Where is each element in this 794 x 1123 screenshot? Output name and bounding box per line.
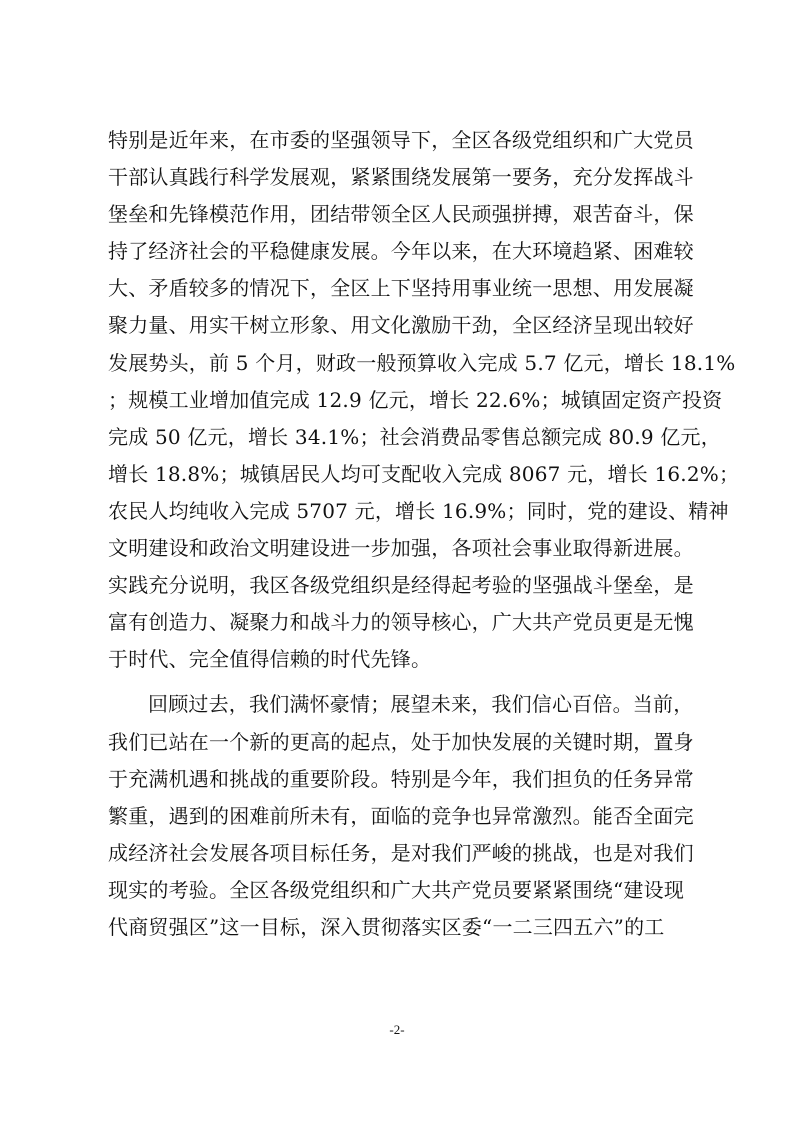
paragraph-spacing bbox=[108, 678, 698, 686]
paragraph-line: 成经济社会发展各项目标任务，是对我们严峻的挑战，也是对我们 bbox=[108, 840, 694, 865]
paragraph-line: 聚力量、用实干树立形象、用文化激励干劲，全区经济呈现出较好 bbox=[108, 313, 694, 338]
paragraph-line: 我们已站在一个新的更高的起点，处于加快发展的关键时期，置身 bbox=[108, 729, 694, 754]
paragraph-line: 代商贸强区”这一目标，深入贯彻落实区委“一二三四五六”的工 bbox=[108, 914, 665, 939]
paragraph-line: 文明建设和政治文明建设进一步加强，各项社会事业取得新进展。 bbox=[108, 536, 694, 561]
page-number: -2- bbox=[389, 1022, 405, 1037]
paragraph-line: 于时代、完全值得信赖的时代先锋。 bbox=[108, 647, 432, 672]
paragraph-line: 持了经济社会的平稳健康发展。今年以来，在大环境趋紧、困难较 bbox=[108, 239, 694, 264]
paragraph-line: 大、矛盾较多的情况下，全区上下坚持用事业统一思想、用发展凝 bbox=[108, 276, 694, 301]
paragraph-1 bbox=[108, 122, 740, 678]
paragraph-line: 现实的考验。全区各级党组织和广大共产党员要紧紧围绕“建设现 bbox=[108, 877, 685, 902]
document-body bbox=[108, 122, 740, 946]
paragraph-line: 特别是近年来，在市委的坚强领导下，全区各级党组织和广大党员 bbox=[108, 128, 694, 152]
paragraph-line: 干部认真践行科学发展观，紧紧围绕发展第一要务，充分发挥战斗 bbox=[108, 165, 694, 190]
paragraph-line: 完成 50 亿元，增长 34.1%；社会消费品零售总额完成 80.9 亿元， bbox=[108, 424, 721, 449]
paragraph-line: 实践充分说明，我区各级党组织是经得起考验的坚强战斗堡垒，是 bbox=[108, 573, 694, 598]
paragraph-line: 发展势头，前 5 个月，财政一般预算收入完成 5.7 亿元，增长 18.1% bbox=[108, 350, 736, 375]
paragraph-line: 增长 18.8%；城镇居民人均可支配收入完成 8067 元，增长 16.2%； bbox=[108, 461, 740, 486]
paragraph-line: ；规模工业增加值完成 12.9 亿元，增长 22.6%；城镇固定资产投资 bbox=[108, 387, 723, 412]
paragraph-line: 于充满机遇和挑战的重要阶段。特别是今年，我们担负的任务异常 bbox=[108, 766, 694, 791]
paragraph-2 bbox=[108, 686, 698, 946]
paragraph-line: 繁重，遇到的困难前所未有，面临的竞争也异常激烈。能否全面完 bbox=[108, 803, 694, 828]
paragraph-line: 富有创造力、凝聚力和战斗力的领导核心，广大共产党员更是无愧 bbox=[108, 610, 694, 635]
paragraph-line: 回顾过去，我们满怀豪情；展望未来，我们信心百倍。当前， bbox=[148, 692, 694, 717]
paragraph-line: 堡垒和先锋模范作用，团结带领全区人民顽强拼搏，艰苦奋斗，保 bbox=[108, 202, 694, 227]
paragraph-line: 农民人均纯收入完成 5707 元，增长 16.9%；同时，党的建设、精神 bbox=[108, 498, 729, 523]
